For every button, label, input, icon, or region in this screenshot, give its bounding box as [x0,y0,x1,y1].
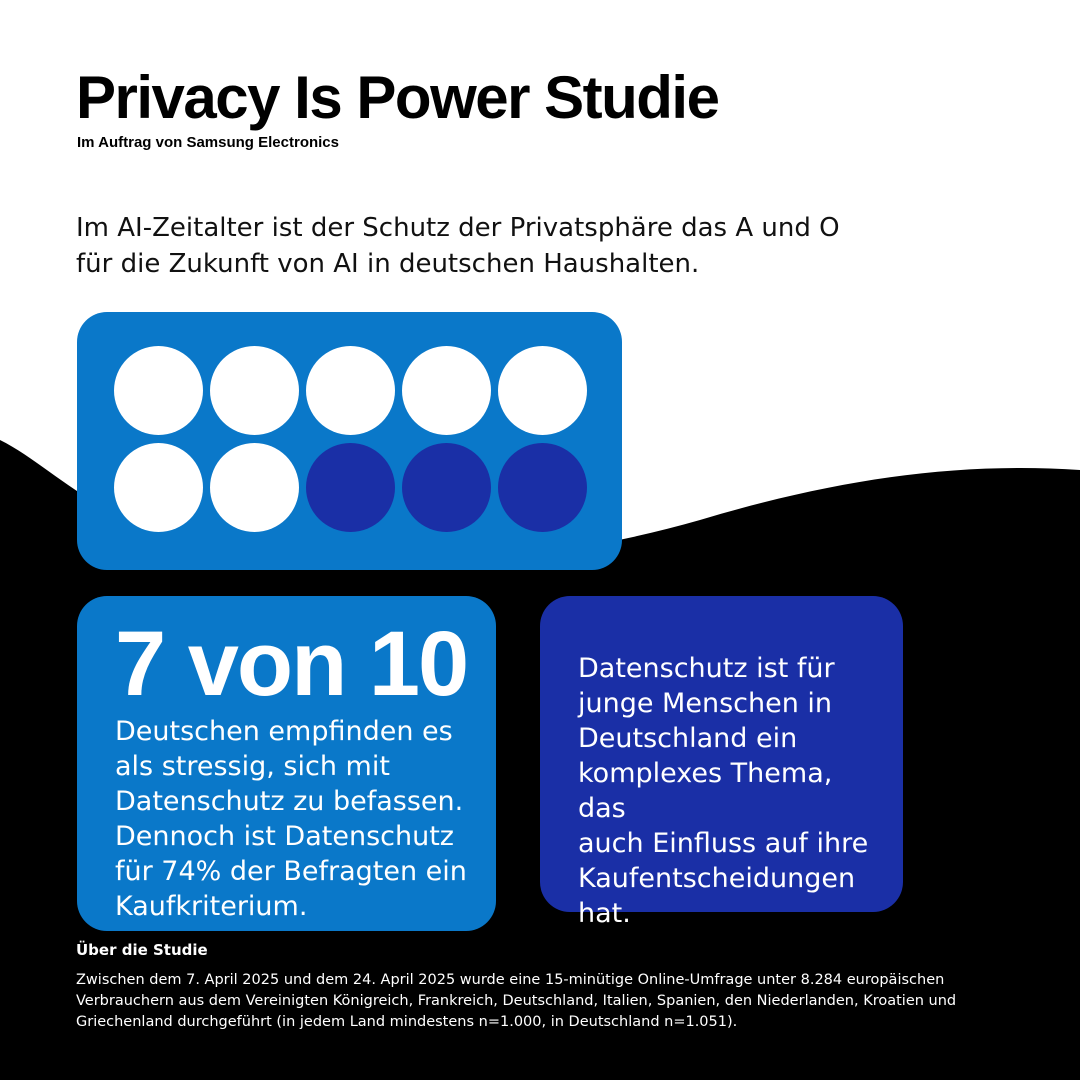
stat-line: für 74% der Befragten ein [115,856,467,887]
dot-highlighted [114,346,203,435]
stat-line: als stressig, sich mit [115,751,390,782]
stat-line: Deutschen empfinden es [115,716,453,747]
info-line: hat. [578,898,631,929]
dot-empty [306,443,395,532]
stat-headline: 7 von 10 [115,613,468,715]
about-heading: Über die Studie [76,941,208,959]
dot-highlighted [306,346,395,435]
about-text [76,970,1016,1033]
dot-highlighted [402,346,491,435]
intro-line-2: für die Zukunft von AI in deutschen Haushalten. [76,249,700,279]
stat-card [77,596,496,931]
info-description [578,651,887,931]
info-line: Deutschland ein [578,723,798,754]
about-line: Zwischen dem 7. April 2025 und dem 24. April 2025 wurde eine 15-minütige Online-Umfrage unter 8.284 europäischen [76,972,945,988]
info-line: junge Menschen in [578,688,833,719]
dot-highlighted [498,346,587,435]
stat-line: Datenschutz zu befassen. [115,786,464,817]
page-subtitle: Im Auftrag von Samsung Electronics [77,134,339,151]
dot-highlighted [210,346,299,435]
stat-description [115,714,476,924]
dot-highlighted [210,443,299,532]
page-title: Privacy Is Power Studie [76,64,719,131]
dot-matrix-card [77,312,622,570]
info-card [540,596,903,929]
intro-text [76,210,896,282]
info-line: Datenschutz ist für [578,653,835,684]
dot-empty [402,443,491,532]
dot-empty [498,443,587,532]
info-line: Kaufentscheidungen [578,863,856,894]
intro-line-1: Im AI-Zeitalter ist der Schutz der Privatsphäre das A und O [76,213,840,243]
about-line: Griechenland durchgeführt (in jedem Land mindestens n=1.000, in Deutschland n=1.051). [76,1014,738,1030]
stat-line: Dennoch ist Datenschutz [115,821,454,852]
about-line: Verbrauchern aus dem Vereinigten Königreich, Frankreich, Deutschland, Italien, Spanien, den Niederlanden, Kroatien und [76,993,957,1009]
info-line: auch Einfluss auf ihre [578,828,869,859]
dot-highlighted [114,443,203,532]
info-line: komplexes Thema, das [578,758,833,824]
stat-line: Kaufkriterium. [115,891,308,922]
